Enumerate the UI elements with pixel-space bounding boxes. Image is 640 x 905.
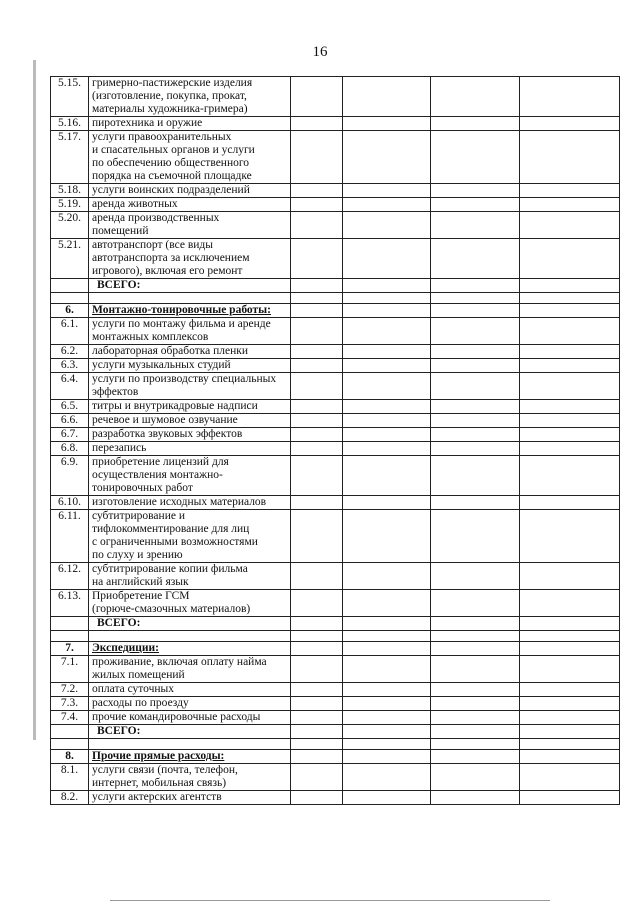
empty-cell (343, 697, 431, 711)
row-label (89, 293, 291, 304)
table-row (51, 496, 620, 510)
empty-cell (291, 456, 343, 496)
table-row (51, 428, 620, 442)
table-row (51, 510, 620, 563)
row-number: 8. (51, 750, 89, 764)
empty-cell (520, 739, 620, 750)
empty-cell (343, 496, 431, 510)
empty-cell (343, 456, 431, 496)
row-label: услуги воинских подразделений (89, 184, 291, 198)
table-row (51, 697, 620, 711)
row-number: 6.4. (51, 373, 89, 400)
empty-cell (431, 373, 520, 400)
row-label: оплата суточных (89, 683, 291, 697)
row-number: 6.6. (51, 414, 89, 428)
budget-table (50, 76, 620, 805)
empty-cell (291, 442, 343, 456)
row-number: 6.12. (51, 563, 89, 590)
table-row (51, 359, 620, 373)
row-number: 6.10. (51, 496, 89, 510)
empty-cell (291, 697, 343, 711)
row-label: речевое и шумовое озвучание (89, 414, 291, 428)
total-row (51, 279, 620, 293)
empty-cell (291, 631, 343, 642)
table-row (51, 442, 620, 456)
row-number: 6.13. (51, 590, 89, 617)
row-label: услуги связи (почта, телефон, интернет, мобильная связь) (89, 764, 291, 791)
empty-cell (431, 198, 520, 212)
empty-cell (520, 791, 620, 805)
row-label: изготовление исходных материалов (89, 496, 291, 510)
empty-cell (291, 414, 343, 428)
row-number: 6. (51, 304, 89, 318)
empty-cell (343, 131, 431, 184)
empty-cell (520, 400, 620, 414)
empty-cell (291, 400, 343, 414)
empty-cell (520, 428, 620, 442)
row-number: 5.18. (51, 184, 89, 198)
empty-cell (431, 400, 520, 414)
empty-cell (291, 656, 343, 683)
section-row (51, 642, 620, 656)
empty-cell (291, 304, 343, 318)
empty-cell (291, 711, 343, 725)
empty-cell (343, 617, 431, 631)
empty-cell (343, 725, 431, 739)
row-label: аренда производственных помещений (89, 212, 291, 239)
empty-cell (431, 656, 520, 683)
empty-cell (431, 239, 520, 279)
row-number: 8.2. (51, 791, 89, 805)
empty-cell (520, 496, 620, 510)
empty-cell (291, 184, 343, 198)
row-number: 6.9. (51, 456, 89, 496)
table-row (51, 563, 620, 590)
empty-cell (431, 359, 520, 373)
empty-cell (343, 359, 431, 373)
empty-cell (291, 131, 343, 184)
row-label: услуги по производству специальных эффектов (89, 373, 291, 400)
section-row (51, 750, 620, 764)
empty-cell (520, 373, 620, 400)
empty-cell (520, 456, 620, 496)
table-row (51, 239, 620, 279)
table-row (51, 318, 620, 345)
empty-cell (520, 414, 620, 428)
row-label: расходы по проезду (89, 697, 291, 711)
row-label: услуги музыкальных студий (89, 359, 291, 373)
empty-cell (520, 239, 620, 279)
empty-cell (343, 711, 431, 725)
empty-cell (431, 293, 520, 304)
row-label: субтитрирование и тифлокомментирование для лиц с ограниченными возможностями по слуху и зрению (89, 510, 291, 563)
budget-table-body (51, 77, 620, 805)
row-number (51, 617, 89, 631)
row-label: Приобретение ГСМ (горюче-смазочных материалов) (89, 590, 291, 617)
empty-cell (343, 764, 431, 791)
row-number: 5.21. (51, 239, 89, 279)
row-label: лабораторная обработка пленки (89, 345, 291, 359)
row-label: титры и внутрикадровые надписи (89, 400, 291, 414)
empty-cell (520, 683, 620, 697)
spacer-row (51, 739, 620, 750)
row-label: приобретение лицензий для осуществления монтажно- тонировочных работ (89, 456, 291, 496)
empty-cell (431, 77, 520, 117)
row-label: разработка звуковых эффектов (89, 428, 291, 442)
empty-cell (343, 656, 431, 683)
table-row (51, 77, 620, 117)
empty-cell (520, 359, 620, 373)
empty-cell (520, 131, 620, 184)
empty-cell (520, 617, 620, 631)
row-number: 7.2. (51, 683, 89, 697)
row-label: гримерно-пастижерские изделия (изготовление, покупка, прокат, материалы художника-гримера) (89, 77, 291, 117)
empty-cell (343, 304, 431, 318)
row-number: 6.5. (51, 400, 89, 414)
empty-cell (343, 791, 431, 805)
row-number: 8.1. (51, 764, 89, 791)
empty-cell (431, 496, 520, 510)
table-row (51, 117, 620, 131)
empty-cell (431, 414, 520, 428)
table-row (51, 414, 620, 428)
empty-cell (291, 345, 343, 359)
empty-cell (431, 212, 520, 239)
scan-bottom-edge (110, 900, 550, 901)
empty-cell (520, 697, 620, 711)
empty-cell (431, 631, 520, 642)
empty-cell (343, 117, 431, 131)
empty-cell (291, 293, 343, 304)
row-number: 7.4. (51, 711, 89, 725)
empty-cell (431, 428, 520, 442)
empty-cell (520, 318, 620, 345)
empty-cell (291, 117, 343, 131)
empty-cell (431, 750, 520, 764)
empty-cell (343, 318, 431, 345)
empty-cell (291, 496, 343, 510)
empty-cell (343, 198, 431, 212)
empty-cell (520, 77, 620, 117)
row-label: услуги по монтажу фильма и аренде монтажных комплексов (89, 318, 291, 345)
row-label: услуги правоохранительных и спасательных органов и услуги по обеспечению общественного порядка на съемочной площадке (89, 131, 291, 184)
empty-cell (520, 304, 620, 318)
empty-cell (520, 293, 620, 304)
total-label: ВСЕГО: (89, 617, 291, 631)
empty-cell (431, 345, 520, 359)
empty-cell (343, 77, 431, 117)
row-number: 6.11. (51, 510, 89, 563)
empty-cell (520, 750, 620, 764)
section-title: Экспедиции: (89, 642, 291, 656)
table-row (51, 656, 620, 683)
empty-cell (520, 590, 620, 617)
row-number (51, 279, 89, 293)
empty-cell (343, 683, 431, 697)
empty-cell (520, 711, 620, 725)
empty-cell (431, 683, 520, 697)
empty-cell (291, 739, 343, 750)
row-number: 7.3. (51, 697, 89, 711)
row-number: 6.7. (51, 428, 89, 442)
empty-cell (520, 656, 620, 683)
empty-cell (343, 428, 431, 442)
spacer-row (51, 631, 620, 642)
table-row (51, 131, 620, 184)
empty-cell (343, 631, 431, 642)
empty-cell (291, 764, 343, 791)
total-label: ВСЕГО: (89, 279, 291, 293)
section-title: Прочие прямые расходы: (89, 750, 291, 764)
empty-cell (520, 442, 620, 456)
table-row (51, 791, 620, 805)
empty-cell (343, 563, 431, 590)
empty-cell (431, 642, 520, 656)
total-label: ВСЕГО: (89, 725, 291, 739)
empty-cell (431, 318, 520, 345)
empty-cell (291, 642, 343, 656)
row-number: 6.2. (51, 345, 89, 359)
empty-cell (520, 510, 620, 563)
empty-cell (431, 791, 520, 805)
empty-cell (343, 739, 431, 750)
empty-cell (431, 117, 520, 131)
scan-edge-shadow (33, 60, 36, 740)
empty-cell (291, 239, 343, 279)
empty-cell (431, 739, 520, 750)
empty-cell (520, 563, 620, 590)
row-label: автотранспорт (все виды автотранспорта за исключением игрового), включая его ремонт (89, 239, 291, 279)
empty-cell (291, 683, 343, 697)
table-row (51, 400, 620, 414)
empty-cell (291, 198, 343, 212)
empty-cell (343, 212, 431, 239)
empty-cell (343, 750, 431, 764)
empty-cell (291, 373, 343, 400)
empty-cell (431, 304, 520, 318)
table-row (51, 456, 620, 496)
row-label: субтитрирование копии фильма на английский язык (89, 563, 291, 590)
row-number: 5.20. (51, 212, 89, 239)
row-number: 5.17. (51, 131, 89, 184)
table-row (51, 590, 620, 617)
empty-cell (520, 345, 620, 359)
empty-cell (343, 642, 431, 656)
empty-cell (431, 184, 520, 198)
empty-cell (431, 590, 520, 617)
row-label (89, 631, 291, 642)
empty-cell (431, 279, 520, 293)
empty-cell (431, 617, 520, 631)
row-label: пиротехника и оружие (89, 117, 291, 131)
empty-cell (291, 77, 343, 117)
empty-cell (343, 510, 431, 563)
empty-cell (291, 725, 343, 739)
table-row (51, 184, 620, 198)
row-number: 7.1. (51, 656, 89, 683)
empty-cell (431, 131, 520, 184)
table-row (51, 711, 620, 725)
row-label (89, 739, 291, 750)
row-number (51, 293, 89, 304)
empty-cell (291, 590, 343, 617)
empty-cell (343, 279, 431, 293)
empty-cell (520, 631, 620, 642)
empty-cell (520, 198, 620, 212)
row-label: перезапись (89, 442, 291, 456)
empty-cell (291, 279, 343, 293)
empty-cell (343, 590, 431, 617)
empty-cell (343, 414, 431, 428)
table-row (51, 212, 620, 239)
section-title: Монтажно-тонировочные работы: (89, 304, 291, 318)
row-number: 6.1. (51, 318, 89, 345)
empty-cell (431, 711, 520, 725)
section-row (51, 304, 620, 318)
empty-cell (431, 725, 520, 739)
spacer-row (51, 293, 620, 304)
empty-cell (431, 764, 520, 791)
empty-cell (291, 318, 343, 345)
empty-cell (291, 212, 343, 239)
table-row (51, 198, 620, 212)
empty-cell (520, 279, 620, 293)
table-row (51, 345, 620, 359)
row-number (51, 739, 89, 750)
empty-cell (291, 428, 343, 442)
row-label: проживание, включая оплату найма жилых помещений (89, 656, 291, 683)
row-number: 5.15. (51, 77, 89, 117)
table-row (51, 683, 620, 697)
empty-cell (343, 400, 431, 414)
page-number: 16 (312, 44, 328, 60)
row-label: аренда животных (89, 198, 291, 212)
empty-cell (291, 791, 343, 805)
row-label: услуги актерских агентств (89, 791, 291, 805)
empty-cell (520, 642, 620, 656)
empty-cell (520, 117, 620, 131)
row-number: 7. (51, 642, 89, 656)
empty-cell (431, 697, 520, 711)
row-number: 5.19. (51, 198, 89, 212)
row-number (51, 631, 89, 642)
empty-cell (343, 184, 431, 198)
empty-cell (431, 510, 520, 563)
empty-cell (343, 373, 431, 400)
row-number (51, 725, 89, 739)
empty-cell (343, 345, 431, 359)
empty-cell (291, 750, 343, 764)
empty-cell (431, 563, 520, 590)
table-row (51, 373, 620, 400)
empty-cell (343, 293, 431, 304)
empty-cell (520, 212, 620, 239)
empty-cell (291, 359, 343, 373)
empty-cell (431, 442, 520, 456)
table-row (51, 764, 620, 791)
row-number: 5.16. (51, 117, 89, 131)
row-number: 6.3. (51, 359, 89, 373)
row-label: прочие командировочные расходы (89, 711, 291, 725)
total-row (51, 725, 620, 739)
empty-cell (343, 239, 431, 279)
empty-cell (520, 184, 620, 198)
empty-cell (343, 442, 431, 456)
empty-cell (431, 456, 520, 496)
empty-cell (291, 563, 343, 590)
empty-cell (520, 764, 620, 791)
empty-cell (520, 725, 620, 739)
empty-cell (291, 510, 343, 563)
total-row (51, 617, 620, 631)
row-number: 6.8. (51, 442, 89, 456)
empty-cell (291, 617, 343, 631)
